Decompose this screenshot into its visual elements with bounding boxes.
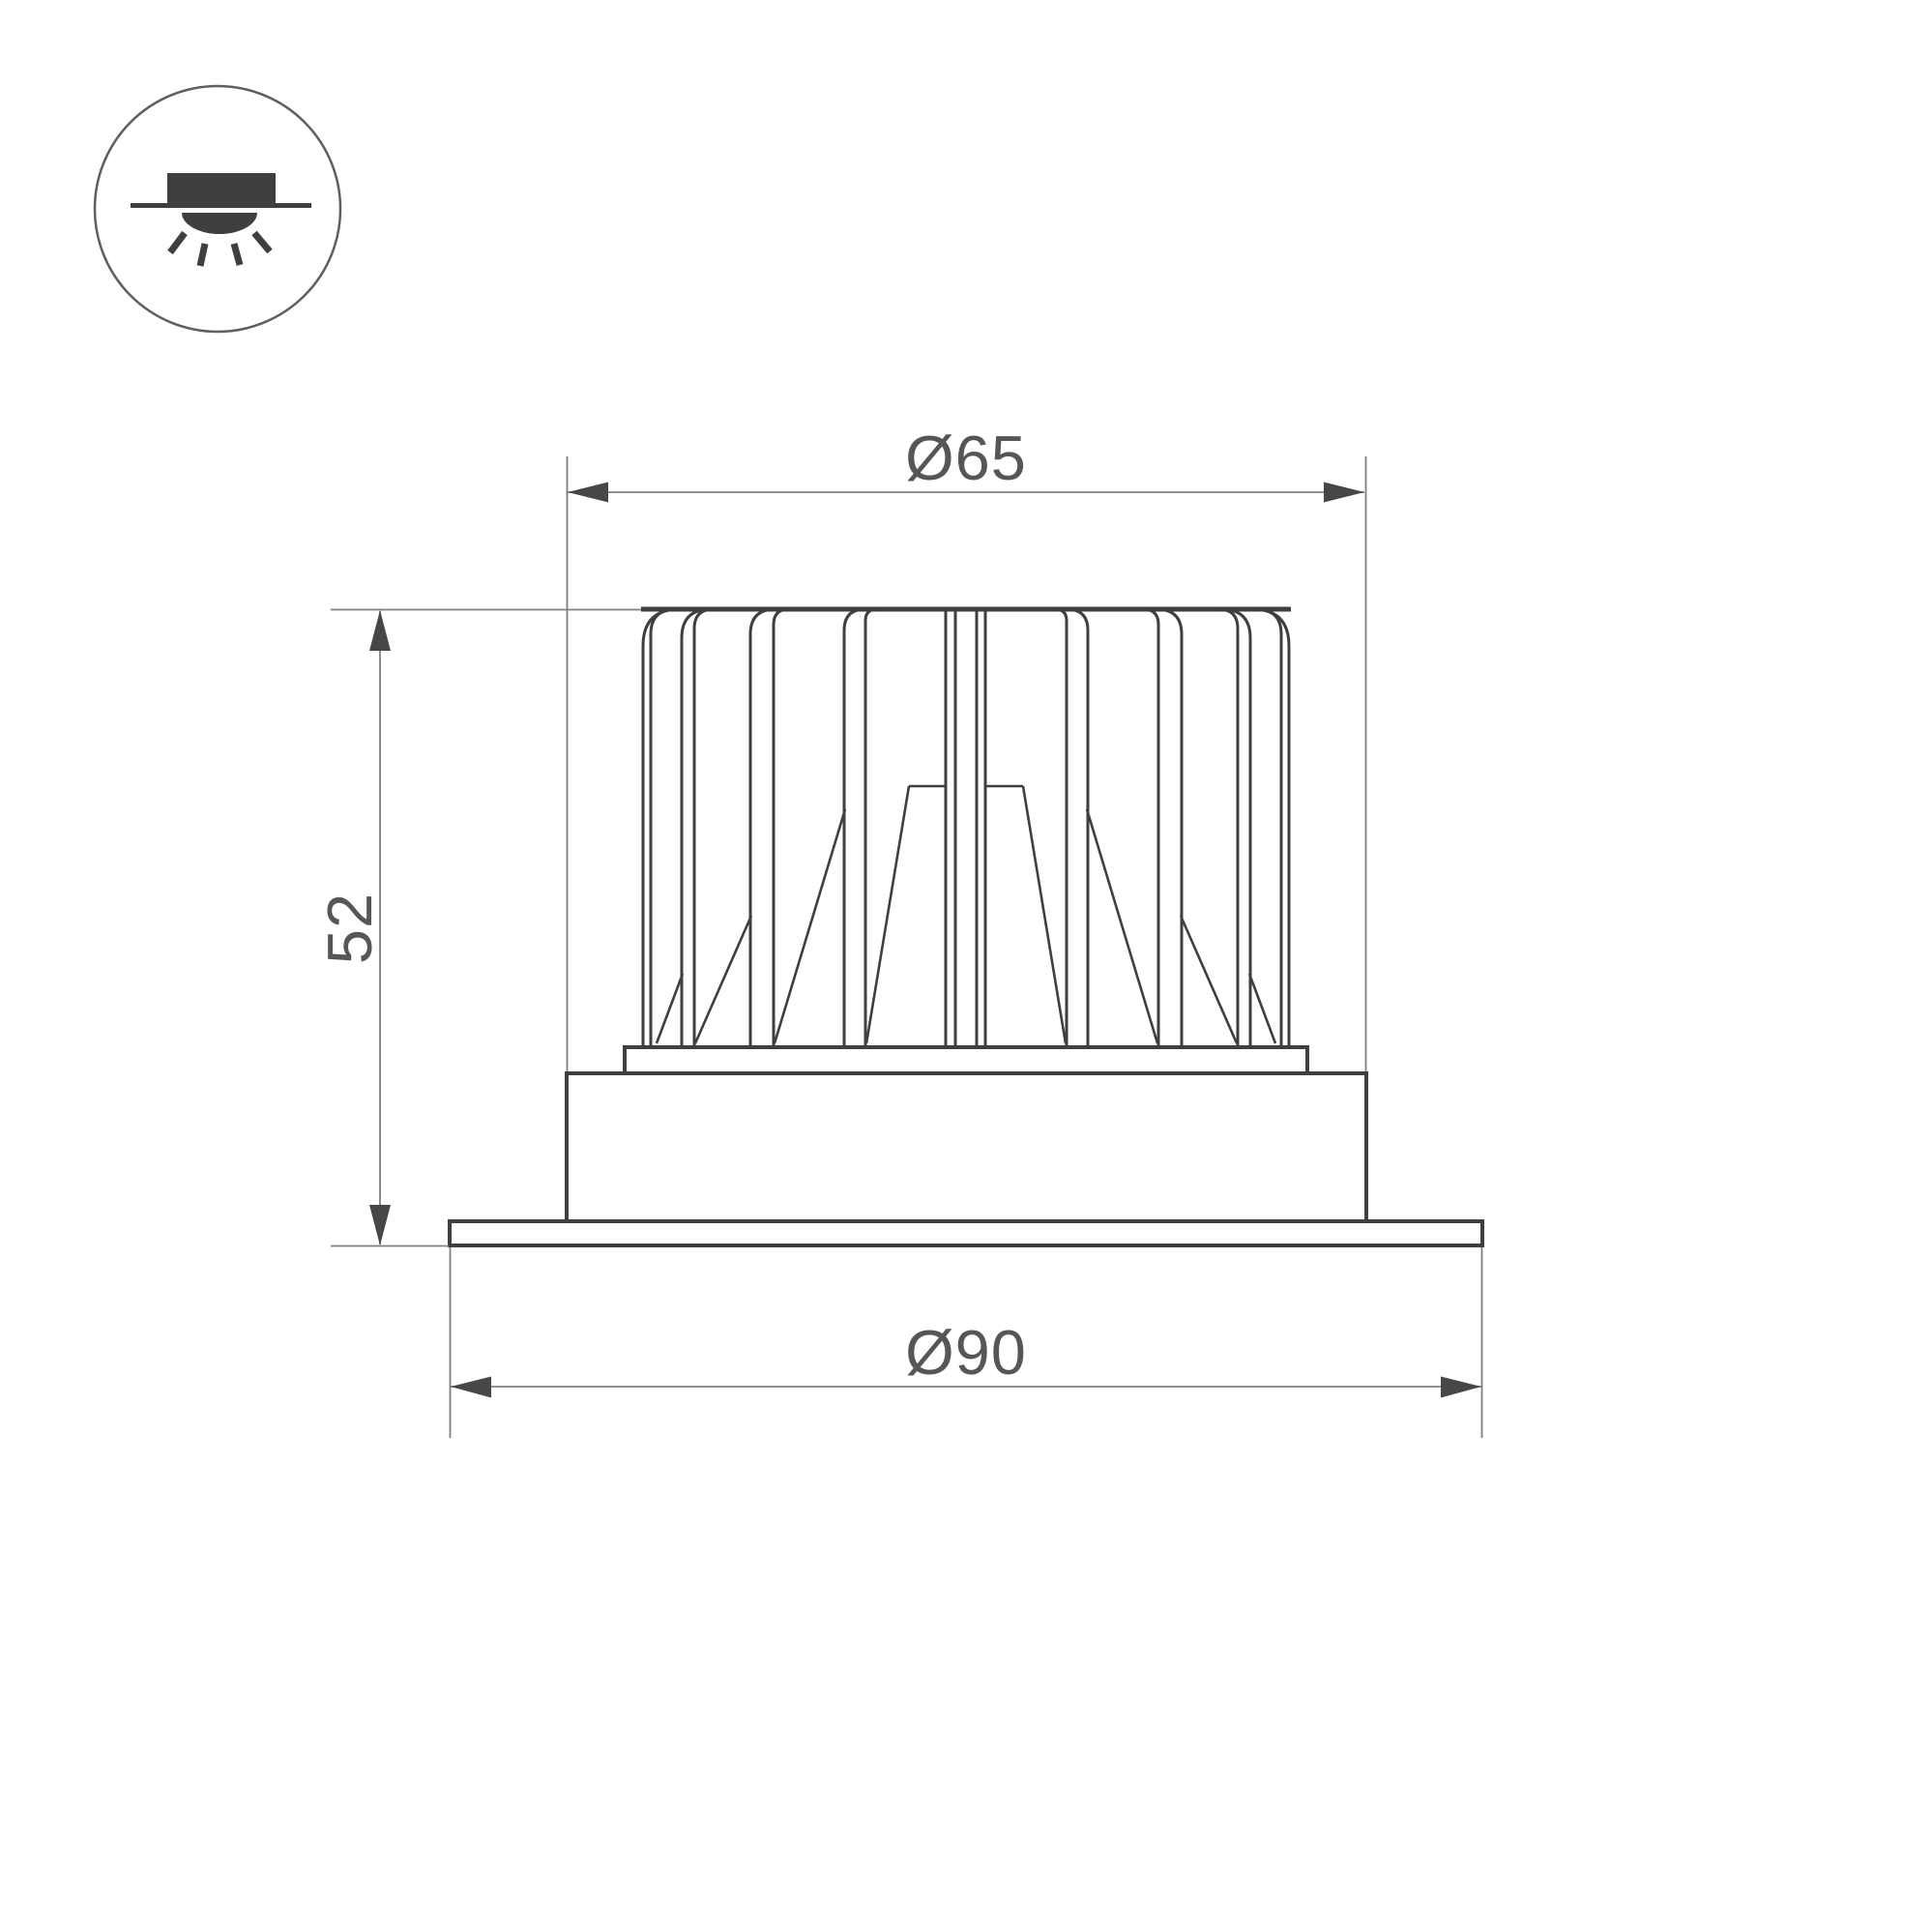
arrowhead-right xyxy=(1441,1377,1481,1398)
light-ray xyxy=(234,244,240,265)
arrowhead-left xyxy=(568,483,608,503)
heatsink-fins xyxy=(641,609,1291,1045)
dim-label-height: 52 xyxy=(314,892,385,965)
fin-line xyxy=(1055,609,1067,1045)
light-ray xyxy=(170,233,185,252)
fin-line xyxy=(1218,609,1238,1045)
fin-line xyxy=(844,609,865,1045)
fin-line xyxy=(643,609,680,1045)
mounting-type-icon xyxy=(95,86,340,332)
dim-label-flange-diameter: Ø90 xyxy=(905,1317,1027,1388)
dim-top-diameter xyxy=(568,423,1366,1071)
fin-line xyxy=(865,609,877,1045)
fin-line xyxy=(1143,609,1158,1045)
fin-edge xyxy=(1249,974,1275,1043)
fin-line xyxy=(1256,609,1281,1045)
icon-circle-border xyxy=(95,86,340,332)
dim-label-top-diameter: Ø65 xyxy=(905,423,1027,493)
fin-line xyxy=(651,609,676,1045)
ceiling-line-icon xyxy=(131,203,311,208)
light-rays-icon xyxy=(170,233,270,266)
fin-line xyxy=(1221,609,1250,1045)
fin-line xyxy=(694,609,714,1045)
trim-body xyxy=(567,1073,1366,1221)
fixture-front-view xyxy=(450,609,1482,1245)
light-ray xyxy=(200,244,205,266)
fin-edge xyxy=(775,809,845,1043)
lamp-dome-icon xyxy=(182,213,257,234)
arrowhead-right xyxy=(1324,483,1364,503)
fin-edge xyxy=(695,916,751,1043)
fin-line xyxy=(1156,609,1182,1045)
dim-flange-diameter xyxy=(451,1247,1482,1438)
fin-line xyxy=(750,609,776,1045)
fin-line xyxy=(1067,609,1088,1045)
arrowhead-down xyxy=(369,1205,391,1245)
light-ray xyxy=(254,233,270,251)
fin-edge xyxy=(1181,916,1237,1043)
mounting-flange xyxy=(450,1221,1482,1245)
arrowhead-up xyxy=(369,610,391,651)
heatsink-base-plate xyxy=(625,1047,1307,1073)
fin-edge xyxy=(1087,809,1157,1043)
fin-line xyxy=(1252,609,1289,1045)
recessed-housing-icon xyxy=(167,173,276,204)
core-side-edge xyxy=(866,786,909,1043)
fin-line xyxy=(682,609,711,1045)
arrowhead-left xyxy=(451,1377,491,1398)
fin-edge xyxy=(657,974,683,1043)
core-side-edge xyxy=(1023,786,1066,1043)
fin-line xyxy=(774,609,789,1045)
